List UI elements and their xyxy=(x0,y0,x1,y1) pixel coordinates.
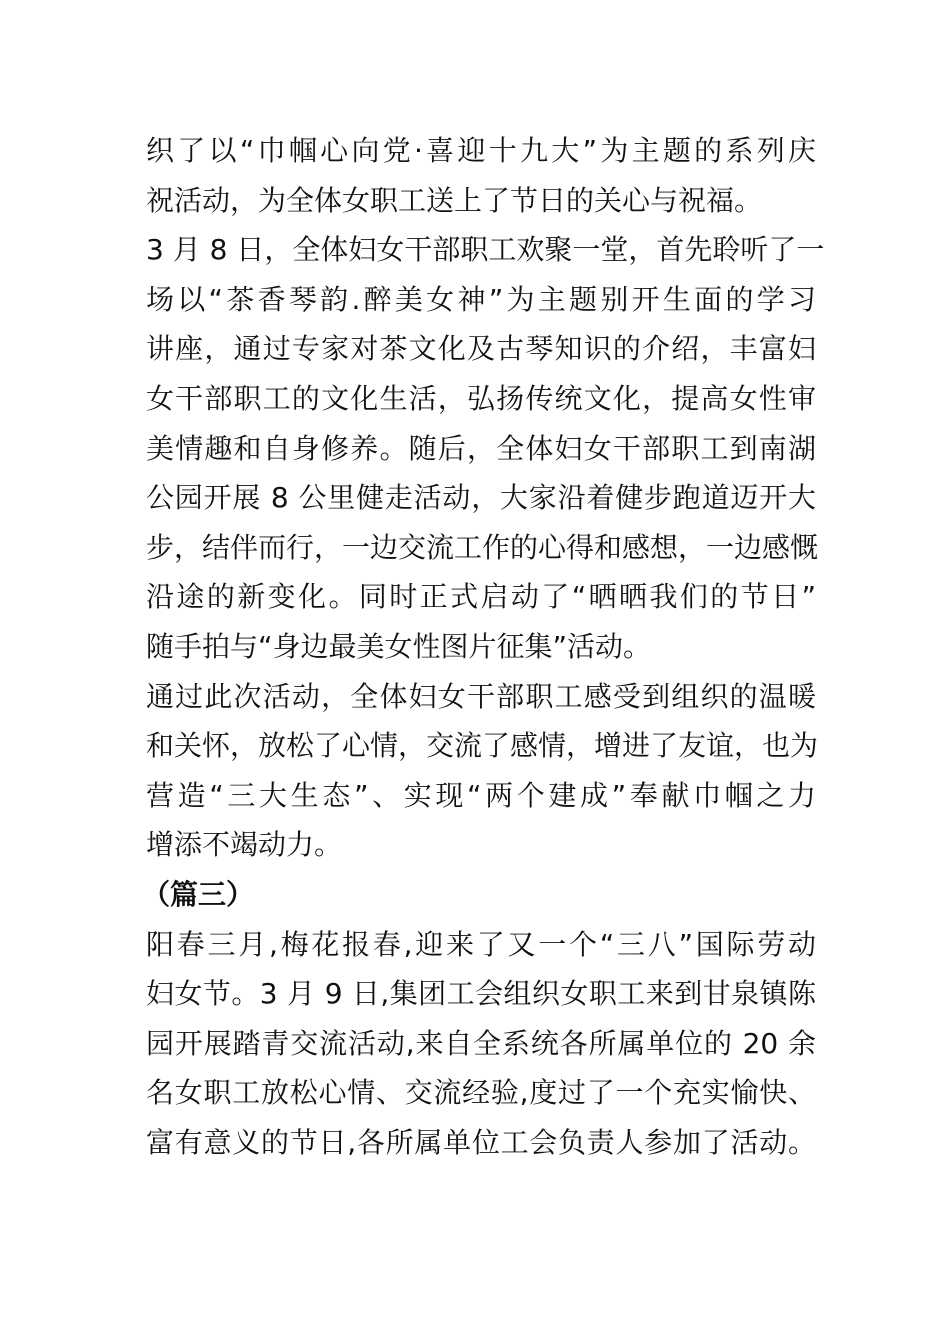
text-line-21: 富有意义的节日,各所属单位工会负责人参加了活动。 xyxy=(146,1125,816,1159)
text-line-15: 增添不竭动力。 xyxy=(146,828,343,862)
text-line-8: 公园开展 8 公里健走活动，大家沿着健步跑道迈开大 xyxy=(146,481,816,515)
section-heading: （篇三） xyxy=(142,877,255,911)
text-line-11: 随手拍与“身边最美女性图片征集”活动。 xyxy=(146,629,652,663)
text-line-5: 讲座，通过专家对茶文化及古琴知识的介绍，丰富妇 xyxy=(146,332,816,366)
text-line-17: 阳春三月,梅花报春,迎来了又一个“三八”国际劳动 xyxy=(146,927,816,961)
text-line-7: 美情趣和自身修养。随后，全体妇女干部职工到南湖 xyxy=(146,431,816,465)
text-line-14: 营造“三大生态”、实现“两个建成”奉献巾帼之力 xyxy=(146,778,816,812)
body-text xyxy=(142,126,825,1167)
text-line-9: 步，结伴而行，一边交流工作的心得和感想，一边感慨 xyxy=(146,530,819,564)
text-line-1: 织了以“巾帼心向党·喜迎十九大”为主题的系列庆 xyxy=(146,134,816,167)
text-line-4: 场以“茶香琴韵.醉美女神”为主题别开生面的学习 xyxy=(146,282,816,316)
text-line-6: 女干部职工的文化生活，弘扬传统文化，提高女性审 xyxy=(146,381,816,415)
text-line-20: 名女职工放松心情、交流经验,度过了一个充实愉快、 xyxy=(146,1076,816,1110)
text-line-12: 通过此次活动，全体妇女干部职工感受到组织的温暖 xyxy=(146,679,816,713)
text-line-3: 3 月 8 日，全体妇女干部职工欢聚一堂，首先聆听了一 xyxy=(146,233,825,267)
text-line-13: 和关怀，放松了心情，交流了感情，增进了友谊，也为 xyxy=(146,729,819,763)
text-line-18: 妇女节。3 月 9 日,集团工会组织女职工来到甘泉镇陈 xyxy=(146,977,816,1011)
text-line-10: 沿途的新变化。同时正式启动了“晒晒我们的节日” xyxy=(146,580,816,614)
text-line-19: 园开展踏青交流活动,来自全系统各所属单位的 20 余 xyxy=(146,1026,816,1060)
text-line-2: 祝活动，为全体女职工送上了节日的关心与祝福。 xyxy=(146,183,763,217)
